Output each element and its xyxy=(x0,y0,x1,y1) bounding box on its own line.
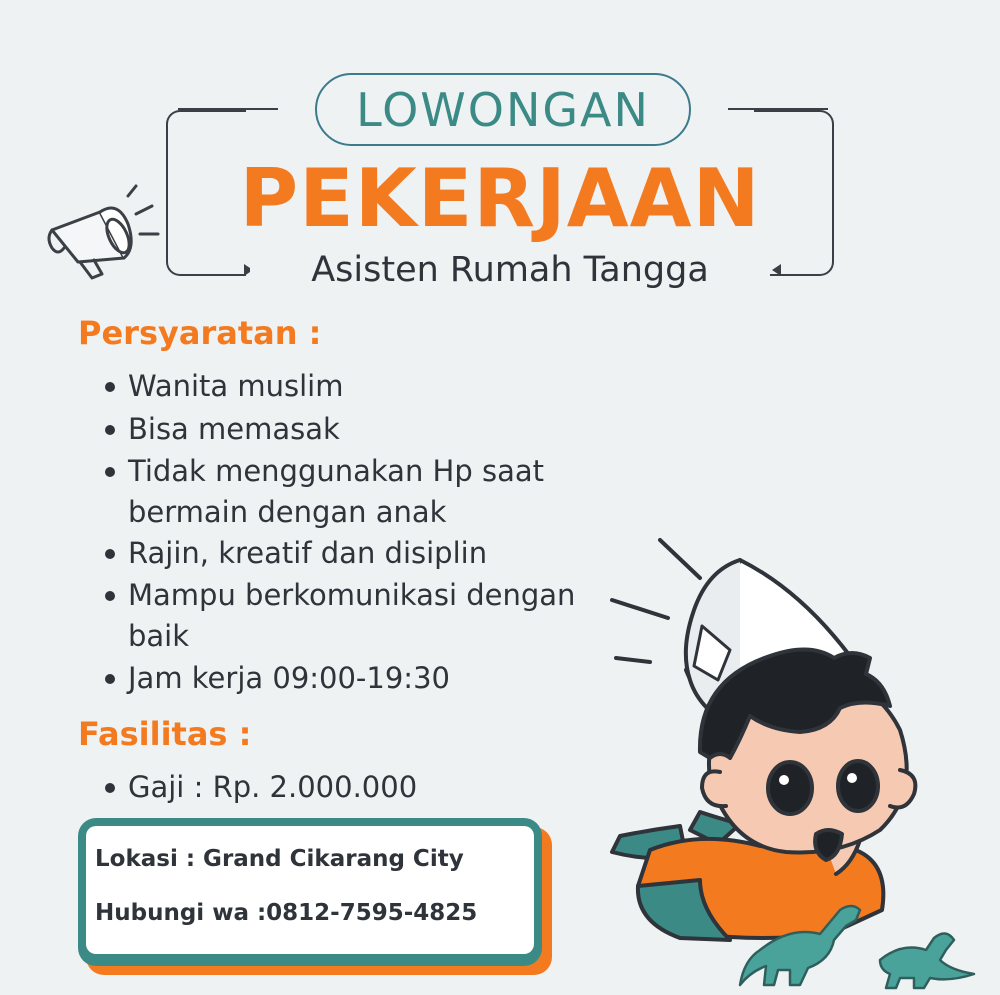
list-item: Rajin, kreatif dan disiplin xyxy=(128,533,487,574)
location-text: Lokasi : Grand Cikarang City xyxy=(95,846,464,872)
arrow-left-icon xyxy=(772,264,781,276)
list-item: Jam kerja 09:00-19:30 xyxy=(128,658,450,699)
list-item: Mampu berkomunikasi dengan xyxy=(128,575,575,616)
list-item: Tidak menggunakan Hp saat xyxy=(128,451,544,492)
list-item: Wanita muslim xyxy=(128,366,344,407)
bullet-icon xyxy=(105,549,115,559)
list-item-continuation: bermain dengan anak xyxy=(128,495,447,529)
header-frame-left-top xyxy=(178,108,278,110)
phone-text: Hubungi wa :0812-7595-4825 xyxy=(95,900,478,926)
list-item: Bisa memasak xyxy=(128,409,340,450)
list-item-continuation: baik xyxy=(128,619,190,653)
header-label: LOWONGAN xyxy=(356,82,650,137)
bullet-icon xyxy=(105,783,115,793)
megaphone-icon xyxy=(40,178,165,288)
bullet-icon xyxy=(105,467,115,477)
bullet-icon xyxy=(105,674,115,684)
header-frame-right-top xyxy=(728,108,828,110)
list-item: Gaji : Rp. 2.000.000 xyxy=(128,767,417,808)
boy-with-megaphone-illustration xyxy=(590,530,995,990)
bullet-icon xyxy=(105,591,115,601)
facilities-title: Fasilitas : xyxy=(78,715,252,753)
bullet-icon xyxy=(105,382,115,392)
requirements-title: Persyaratan : xyxy=(78,314,322,352)
bullet-icon xyxy=(105,425,115,435)
page-subtitle: Asisten Rumah Tangga xyxy=(250,250,770,290)
dinosaur-toy-icon xyxy=(880,933,974,988)
header-label-pill xyxy=(315,73,691,146)
page-title: PEKERJAAN xyxy=(239,152,761,245)
